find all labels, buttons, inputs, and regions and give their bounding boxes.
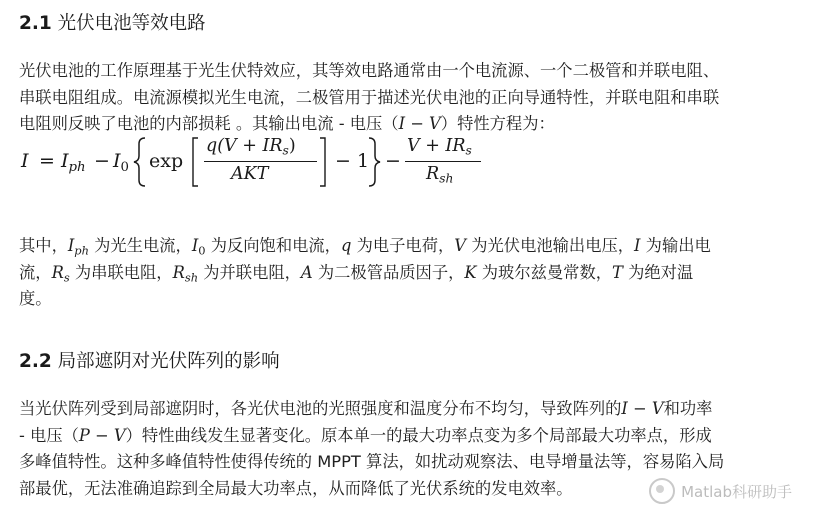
right-brace bbox=[367, 136, 381, 188]
left-brace bbox=[133, 136, 147, 188]
paragraph-equivalent-circuit: 光伏电池的工作原理基于光生伏特效应，其等效电路通常由一个电流源、一个二极管和并联电阻、 串联电阻组成。电流源模拟光生电流，二极管用于描述光伏电池的正向导通特性，并联电阻和串联 电阻则反映了电池的内部损耗 。其输出电流 - 电压（I − V）特性方程为： bbox=[19, 61, 720, 134]
fraction-bar-2 bbox=[405, 161, 481, 162]
right-bracket bbox=[319, 136, 327, 188]
paragraph-partial-shading: 当光伏阵列受到局部遮阴时，各光伏电池的光照强度和温度分布不均匀，导致阵列的I − V和功率 - 电压（P − V）特性曲线发生显著变化。原本单一的最大功率点变为多个局部最大功率点，形成 多峰值特性。这种多峰值特性使得传统的 MPPT 算法，如扰动观察法、电导增量法等，容易陷入局 部最优，无法准确追踪到全局最大功率点，从而降低了光伏系统的发电效率。 bbox=[19, 399, 725, 498]
paragraph-symbol-definitions: 其中，$I_{ph}$ 为光生电流，$I_0$ 为反向饱和电流，q 为电子电荷，V 为光伏电池输出电压，I 为输出电 流，$R_s$ 为串联电阻，$R_{sh}$ 为并联电阻，A 为二极管品质因子，K 为玻尔兹曼常数，T 为绝对温 度。 bbox=[19, 236, 711, 309]
left-bracket bbox=[191, 136, 199, 188]
iv-characteristic-equation: I = $I_{ph}$ − $I_0$ exp $q(V + IR_s)$ AKT − 1 − $V + IR_s$ $R_{sh}$ bbox=[21, 133, 521, 191]
fraction-bar-1 bbox=[204, 161, 317, 162]
section-title-2-2: 2.2 局部遮阴对光伏阵列的影响 bbox=[19, 351, 280, 372]
section-title-2-1: 2.1 光伏电池等效电路 bbox=[19, 13, 206, 34]
wechat-logo-icon bbox=[649, 478, 675, 504]
watermark: Matlab科研助手 bbox=[649, 478, 792, 504]
